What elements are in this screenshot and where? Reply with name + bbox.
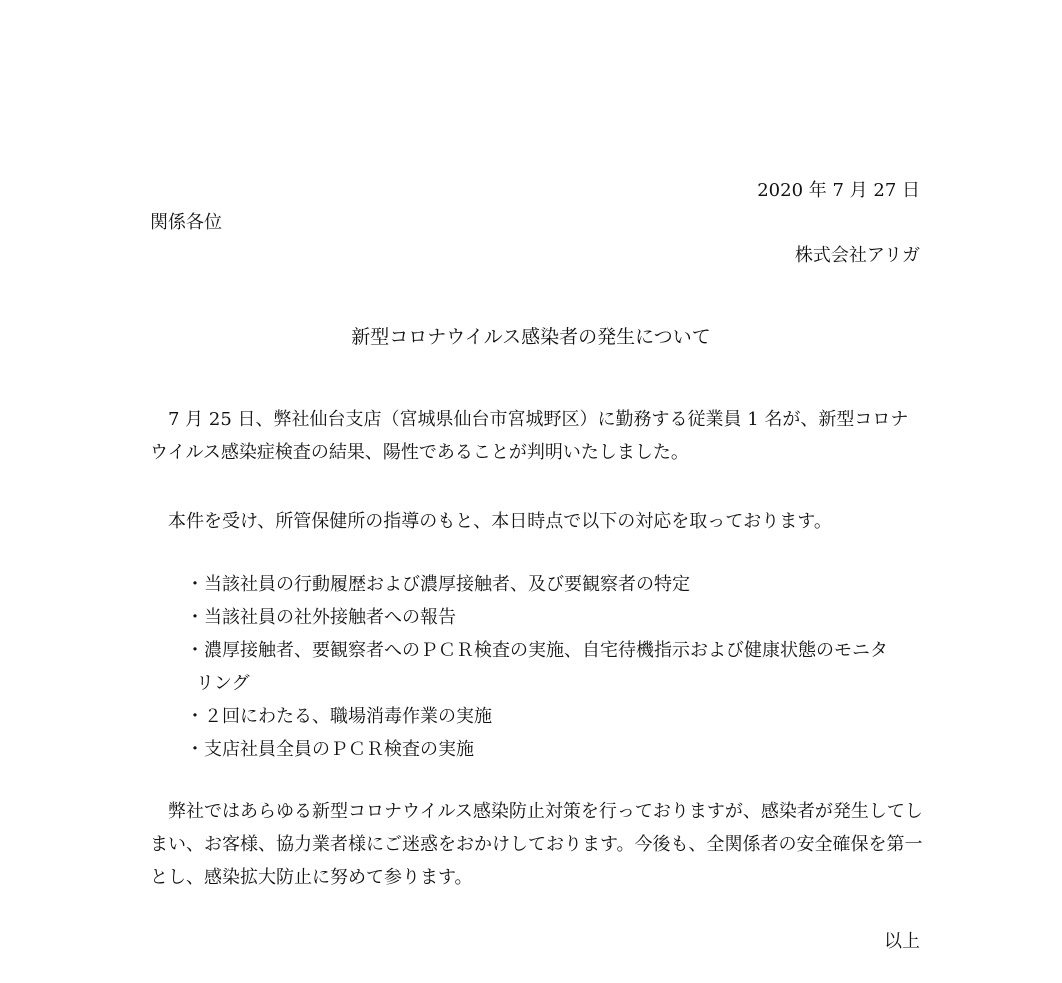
list-item-text: 支店社員全員のＰＣＲ検査の実施 bbox=[204, 739, 474, 760]
document-title: 新型コロナウイルス感染者の発生について bbox=[351, 326, 711, 348]
paragraph-incident: 7 月 25 日、弊社仙台支店（宮城県仙台市宮城野区）に勤務する従業員 1 名が、新型コロナウイルス感染症検査の結果、陽性であることが判明いたしました。 bbox=[150, 409, 909, 463]
response-list bbox=[186, 568, 926, 766]
document-date: 2020 年 7 月 27 日 bbox=[757, 180, 920, 201]
sender-company: 株式会社アリガ bbox=[794, 245, 920, 266]
list-item-text: ２回にわたる、職場消毒作業の実施 bbox=[204, 706, 492, 727]
bullet-mark: ・ bbox=[186, 640, 204, 661]
paragraph-response-intro: 本件を受け、所管保健所の指導のもと、本日時点で以下の対応を取っております。 bbox=[168, 511, 832, 532]
list-item bbox=[186, 601, 926, 634]
bullet-mark: ・ bbox=[186, 739, 204, 760]
bullet-mark: ・ bbox=[186, 706, 204, 727]
list-item-text: 当該社員の行動履歴および濃厚接触者、及び要観察者の特定 bbox=[204, 574, 690, 595]
list-item-text: 濃厚接触者、要観察者へのＰＣＲ検査の実施、自宅待機指示および健康状態のモニタ bbox=[204, 640, 888, 661]
list-item bbox=[186, 568, 926, 601]
list-item bbox=[186, 634, 926, 700]
bullet-mark: ・ bbox=[186, 607, 204, 628]
closing-mark: 以上 bbox=[884, 931, 920, 952]
paragraph-closing-statement: 弊社ではあらゆる新型コロナウイルス感染防止対策を行っておりますが、感染者が発生してしまい、お客様、協力業者様にご迷惑をおかけしております。今後も、全関係者の安全確保を第一とし、感染拡大防止に努めて参ります。 bbox=[150, 801, 923, 888]
list-item bbox=[186, 733, 926, 766]
list-item-text: 当該社員の社外接触者への報告 bbox=[204, 607, 456, 628]
list-item-continuation: リング bbox=[196, 673, 250, 694]
list-item bbox=[186, 700, 926, 733]
recipient: 関係各位 bbox=[150, 212, 222, 233]
bullet-mark: ・ bbox=[186, 574, 204, 595]
